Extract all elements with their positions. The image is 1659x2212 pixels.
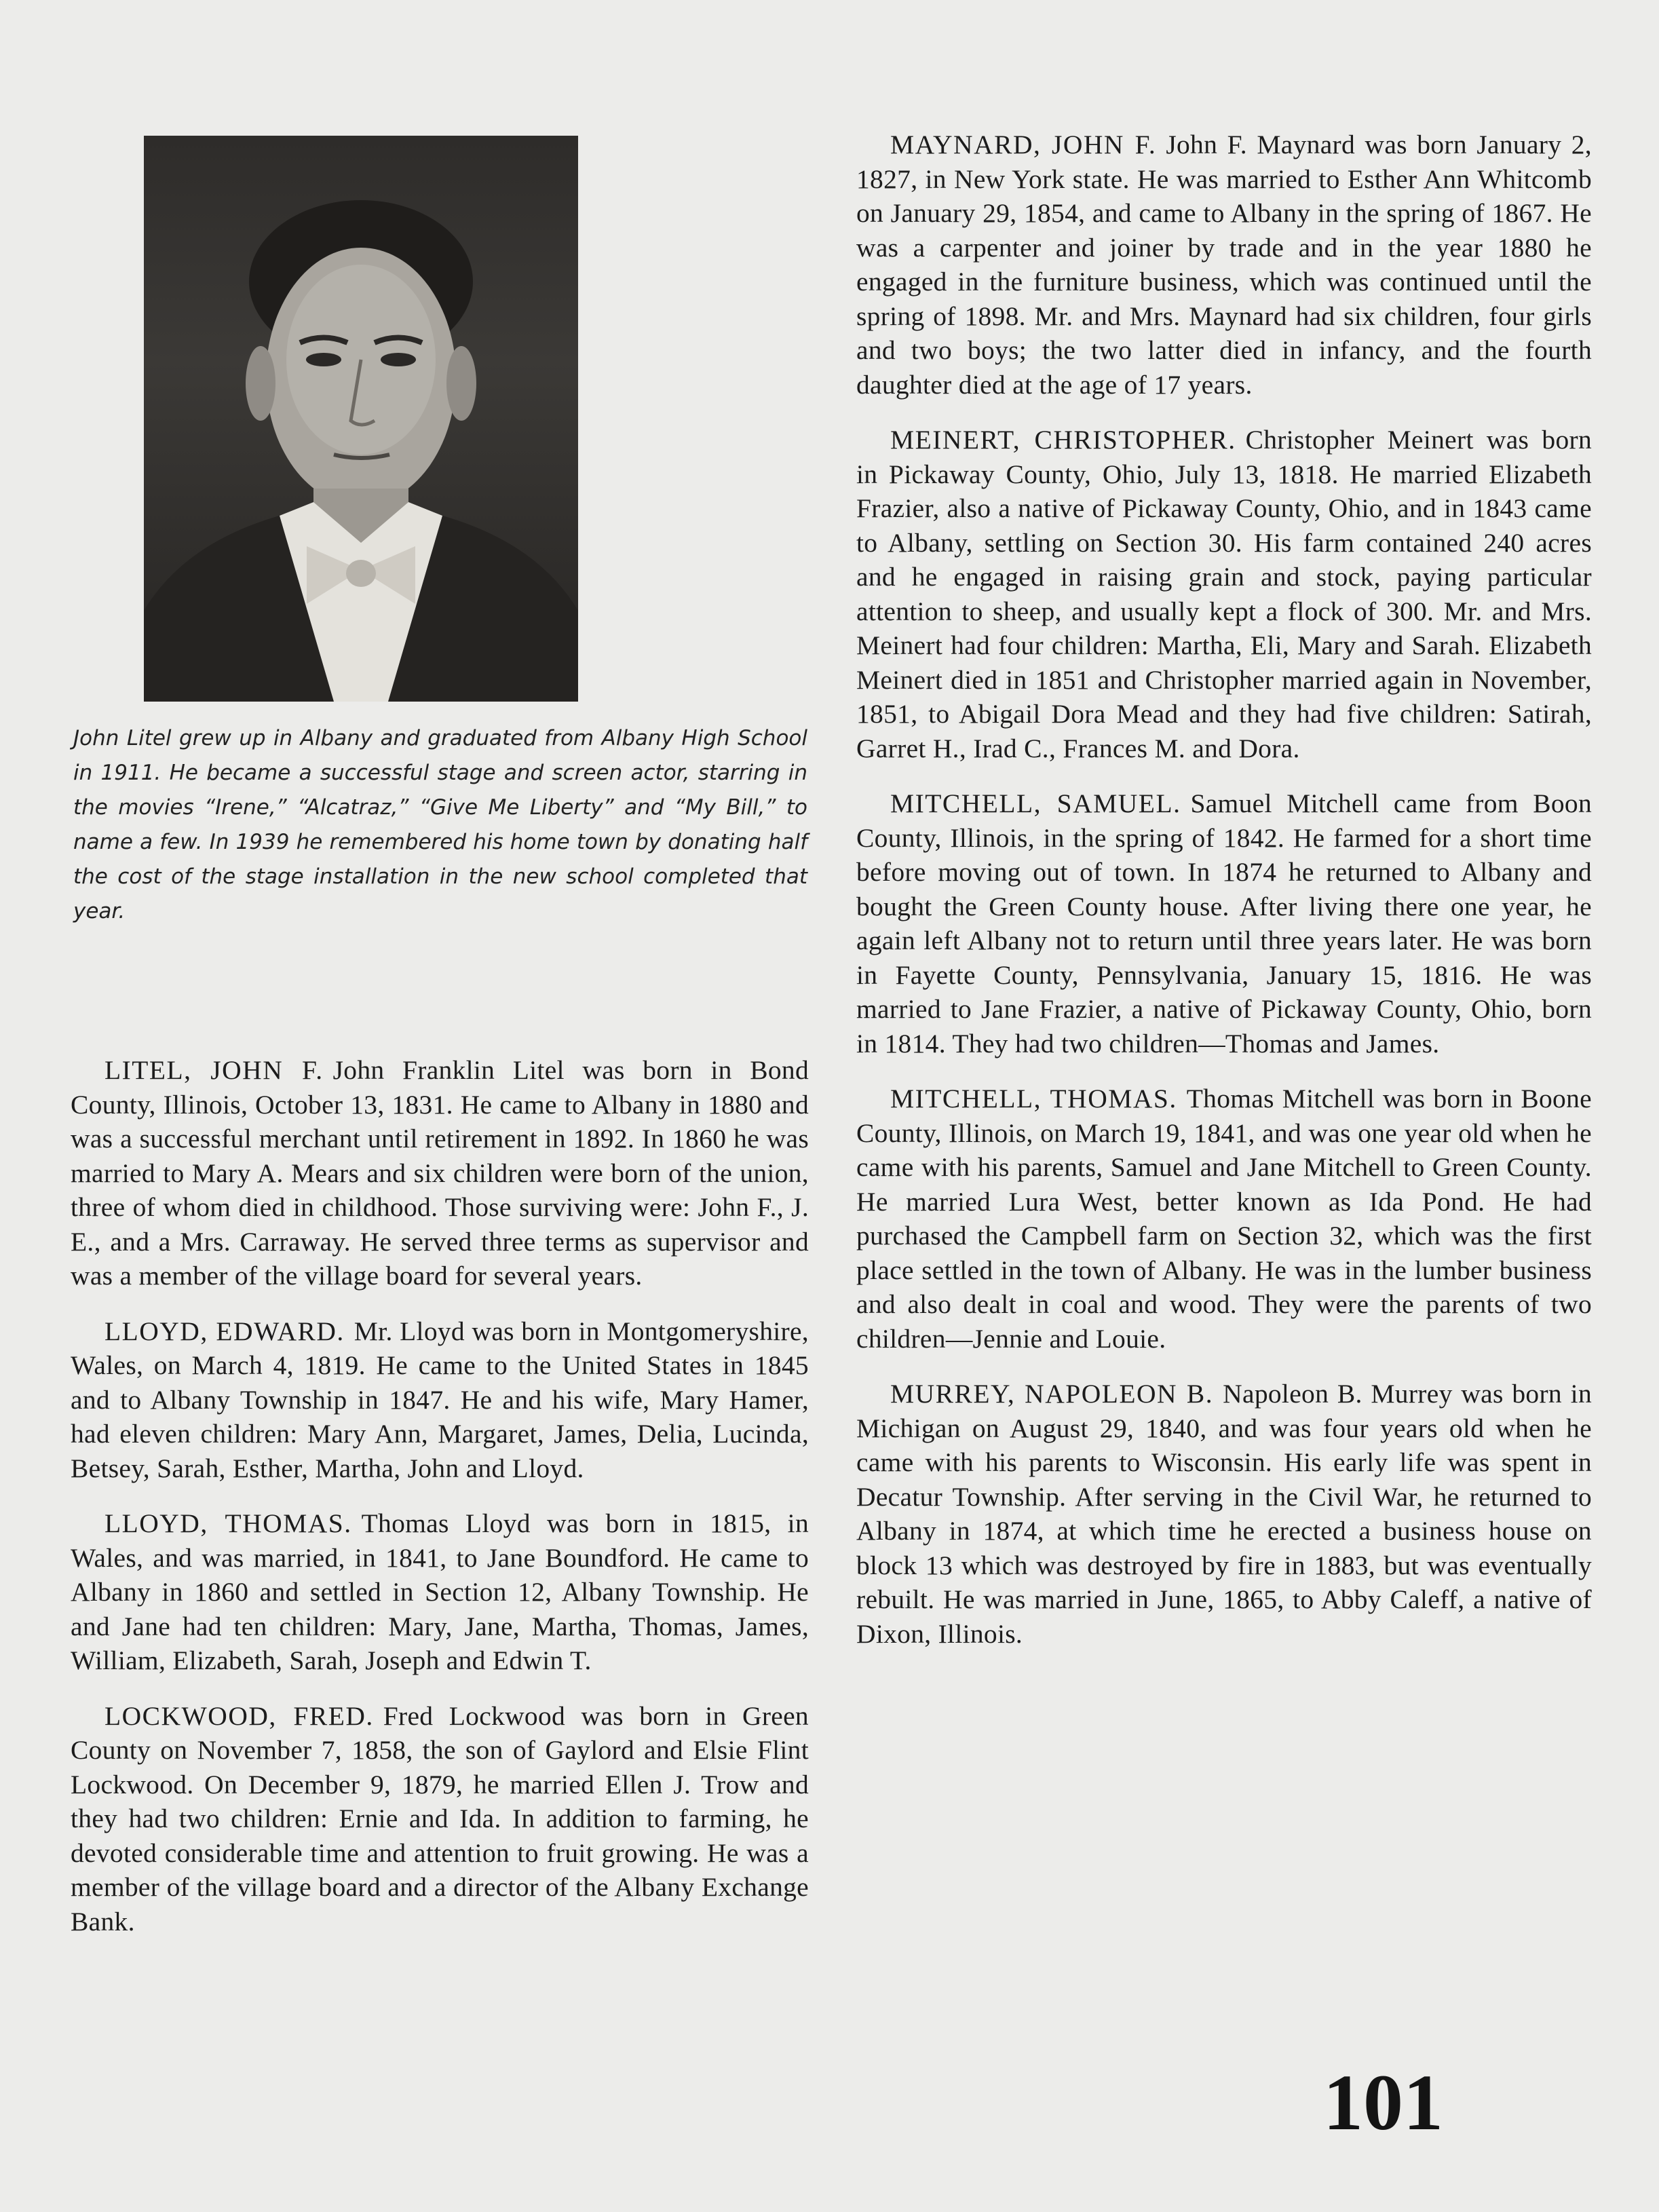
entry-text: John Franklin Litel was born in Bond County, Illinois, October 13, 1831. He came to Albany in 1880 and was a successful merchant until retirement in 1892. In 1860 he was married to Mary A. Mears and six children were born of the union, three of whom died in childhood. Those surviving were: John F., J. E., and a Mrs. Carraway. He served three terms as supervisor and was a member of the village board for several years. [71,1055,809,1291]
entry-maynard [856,128,1592,402]
entry-name: MAYNARD, JOHN F. [890,130,1157,159]
entry-lloyd-thomas [71,1506,809,1678]
entry-text: Mr. Lloyd was born in Montgomeryshire, Wales, on March 4, 1819. He came to the United States in 1845 and to Albany Township in 1847. He and his wife, Mary Hamer, had eleven children: Mary Ann, Margaret, James, Delia, Lucinda, Betsey, Sarah, Esther, Martha, John and Lloyd. [71,1316,809,1483]
left-column [71,1053,809,1960]
entry-meinert [856,423,1592,765]
entry-text: Samuel Mitchell came from Boon County, Illinois, in the spring of 1842. He farmed for a short time before moving out of town. In 1874 he returned to Albany and bought the Green County house. After living there one year, he again left Albany not to return until three years later. He was born in Fayette County, Pennsylvania, January 15, 1816. He was married to Jane Frazier, a native of Pickaway County, Ohio, born in 1814. They had two children—Thomas and James. [856,788,1593,1059]
entry-lloyd-edward [71,1314,809,1486]
entry-text: John F. Maynard was born January 2, 1827, in New York state. He was married to Esther Ann Whitcomb on January 29, 1854, and came to Albany in the spring of 1867. He was a carpenter and joiner by trade and in the year 1880 he engaged in the furniture business, which was continued until the spring of 1898. Mr. and Mrs. Maynard had six children, four girls and two boys; the two latter died in infancy, and the fourth daughter died at the age of 17 years. [856,130,1592,400]
page-number: 101 [1323,2058,1443,2147]
entry-name: MEINERT, CHRISTOPHER. [890,425,1236,455]
entry-name: MITCHELL, THOMAS. [890,1084,1177,1113]
entry-name: LOCKWOOD, FRED. [104,1700,374,1731]
entry-litel [71,1053,809,1293]
entry-name: LLOYD, EDWARD. [104,1316,345,1346]
entry-name: MURREY, NAPOLEON B. [890,1379,1214,1409]
portrait-photo [144,136,578,702]
entry-mitchell-thomas [856,1082,1592,1356]
entry-text: Napoleon B. Murrey was born in Michigan on August 29, 1840, and was four years old when he came with his parents to Wisconsin. His early life was spent in Decatur Township. After serving in the Civil War, he returned to Albany in 1874, at which time he erected a business house on block 13 which was destroyed by fire in 1883, but was eventually rebuilt. He was married in June, 1865, to Abby Caleff, a native of Dixon, Illinois. [856,1379,1592,1649]
entry-murrey [856,1377,1592,1651]
entry-lockwood [71,1699,809,1939]
entry-text: Thomas Mitchell was born in Boone County, Illinois, on March 19, 1841, and was one year old when he came with his parents, Samuel and Jane Mitchell to Green County. He married Lura West, better known as Ida Pond. He had purchased the Campbell farm on Section 32, which was the first place settled in the town of Albany. He was in the lumber business and also dealt in coal and wood. They were the parents of two children—Jennie and Louie. [856,1084,1592,1354]
entry-text: Christopher Meinert was born in Pickaway County, Ohio, July 13, 1818. He married Elizabeth Frazier, also a native of Pickaway County, Ohio, and in 1843 came to Albany, settling on Section 30. His farm contained 240 acres and he engaged in raising grain and stock, paying particular attention to sheep, and usually kept a flock of 300. Mr. and Mrs. Meinert had four children: Martha, Eli, Mary and Sarah. Elizabeth Meinert died in 1851 and Christopher married again in November, 1851, to Abigail Dora Mead and they had five children: Satirah, Garret H., Irad C., Frances M. and Dora. [856,425,1593,763]
entry-mitchell-samuel [856,786,1592,1061]
photo-caption: John Litel grew up in Albany and graduated from Albany High School in 1911. He became a successful stage and screen actor, starring in the movies “Irene,” “Alcatraz,” “Give Me Liberty” and “My Bill,” to name a few. In 1939 he remembered his home town by donating half the cost of the stage installation in the new school completed that year. [73,726,807,923]
portrait-illustration [144,136,578,702]
entry-text: Fred Lockwood was born in Green County on November 7, 1858, the son of Gaylord and Elsie Flint Lockwood. On December 9, 1879, he married Ellen J. Trow and they had two children: Ernie and Ida. In addition to farming, he devoted considerable time and attention to fruit growing. He was a member of the village board and a director of the Albany Exchange Bank. [71,1700,809,1937]
right-column [856,128,1592,1672]
entry-name: LLOYD, THOMAS. [104,1508,352,1538]
entry-name: MITCHELL, SAMUEL. [890,788,1181,818]
entry-text: Thomas Lloyd was born in 1815, in Wales, and was married, in 1841, to Jane Boundford. He came to Albany in 1860 and settled in Section 12, Albany Township. He and Jane had ten children: Mary, Jane, Martha, Thomas, James, William, Elizabeth, Sarah, Joseph and Edwin T. [71,1508,809,1675]
entry-name: LITEL, JOHN F. [104,1055,324,1085]
